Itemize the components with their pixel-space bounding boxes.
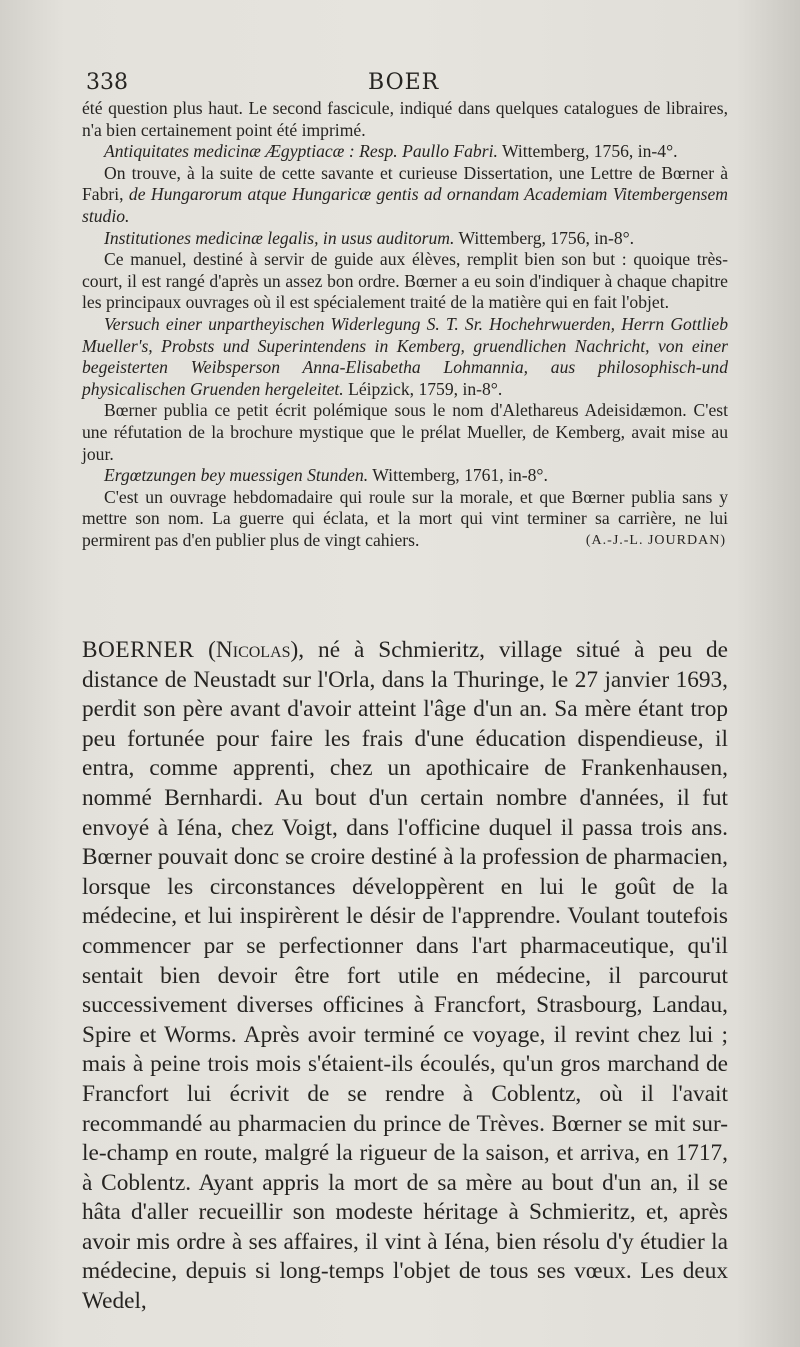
publication-info: Wittemberg, 1756, in-8°. bbox=[454, 227, 635, 248]
bibliography-note: C'est un ouvrage hebdomadaire qui roule sur la morale, et que Bœrner publia sans y mettre son nom. La guerre qui éclata, et la mort qui vint terminer sa carrière, ne lui permirent pas d'en publier plus de vingt cahiers. bbox=[82, 486, 728, 550]
bibliography-note: Ce manuel, destiné à servir de guide aux élèves, remplit bien son but : quoique très-court, il est rangé d'après un assez bon ordre. Bœrner a eu soin d'indiquer à chaque chapitre les principaux ouvrages où il est spécialement traité de la matière qui en fait l'objet. bbox=[82, 249, 728, 313]
entry-headword: BOERNER bbox=[82, 637, 195, 663]
bibliography-note: Bœrner publia ce petit écrit polémique sous le nom d'Alethareus Adeisidæmon. C'est une réfutation de la brochure mystique que le prélat Mueller, de Kemberg, avait mise au jour. bbox=[82, 400, 728, 464]
bibliography-item bbox=[82, 314, 728, 400]
entry-body: , né à Schmieritz, village situé à peu de distance de Neustadt sur l'Orla, dans la Thuringe, le 27 janvier 1693, perdit son père avant d'avoir atteint l'âge d'un an. Sa mère étant trop peu fortunée pour faire les frais d'une éducation dispendieuse, il entra, comme apprenti, chez un apothicaire de Frankenhausen, nommé Bernhardi. Au bout d'un certain nombre d'années, il fut envoyé à Iéna, chez Voigt, dans l'officine duquel il passa trois ans. Bœrner pouvait donc se croire destiné à la profession de pharmacien, lorsque les circonstances développèrent en lui le goût de la médecine, et lui inspirèrent le désir de l'apprendre. Voulant toutefois commencer par se perfectionner dans l'art pharmaceutique, qu'il sentait bien devoir être fort utile en médecine, il parcourut successivement diverses officines à Francfort, Strasbourg, Landau, Spire et Worms. Après avoir terminé ce voyage, il revint chez lui ; mais à peine trois mois s'étaient-ils écoulés, qu'un gros marchand de Francfort lui écrivit de se rendre à Coblentz, où il l'avait recommandé au pharmacien du prince de Trèves. Bœrner se mit sur-le-champ en route, malgré la rigueur de la saison, et arriva, en 1717, à Coblentz. Ayant appris la mort de sa mère au bout d'un an, il se hâta d'aller recueillir son modeste héritage à Schmieritz, et, après avoir mis ordre à ses affaires, il vint à Iéna, bien résolu d'y étudier la médecine, depuis si long-temps l'objet de tous ses vœux. Les deux Wedel, bbox=[82, 637, 728, 1315]
entry-boerner-nicolas bbox=[82, 636, 728, 1317]
publication-info: Wittemberg, 1761, in-8°. bbox=[368, 465, 548, 486]
running-title: BOER bbox=[368, 70, 440, 95]
bibliography-note bbox=[82, 163, 728, 228]
publication-info: Wittemberg, 1756, in-4°. bbox=[497, 141, 678, 162]
note-italic-title: de Hungarorum atque Hungaricæ gentis ad ornandam Academiam Vitembergensem studio. bbox=[82, 184, 728, 226]
work-title: Ergœtzungen bey muessigen Stunden. bbox=[104, 465, 369, 486]
previous-entry-bibliography bbox=[82, 98, 728, 552]
note-text: On trouve, à la suite de cette savante et curieuse Dissertation, une Lettre de Bœrner à Fabri, bbox=[82, 162, 728, 205]
work-title: Institutiones medicinæ legalis, in usus auditorum. bbox=[104, 227, 455, 248]
bibliography-item bbox=[82, 465, 728, 487]
work-title: Versuch einer unpartheyischen Widerlegung S. T. Sr. Hochehrwuerden, Herrn Gottlieb Mueller's, Probsts und Superintendens in Kemberg, gruendlichen Nachricht, von einer begeisterten Weibsperson Anna-Elisabetha Lohmannia, aus philosophisch-und physicalischen Gruenden hergeleitet. bbox=[82, 313, 728, 399]
publication-info: Léipzick, 1759, in-8°. bbox=[343, 378, 503, 399]
page-number: 338 bbox=[86, 70, 128, 95]
author-signature: (A.-J.-L. JOURDAN) bbox=[585, 533, 726, 549]
bibliography-item bbox=[82, 228, 728, 250]
bibliography-continuation: été question plus haut. Le second fascicule, indiqué dans quelques catalogues de libraires, n'a bien certainement point été imprimé. bbox=[82, 98, 728, 140]
entry-paragraph bbox=[82, 636, 728, 1317]
entry-forename: (Nicolas) bbox=[208, 637, 299, 663]
work-title: Antiquitates medicinæ Ægyptiacæ : Resp. Paullo Fabri. bbox=[104, 141, 498, 162]
bibliography-item bbox=[82, 141, 728, 163]
